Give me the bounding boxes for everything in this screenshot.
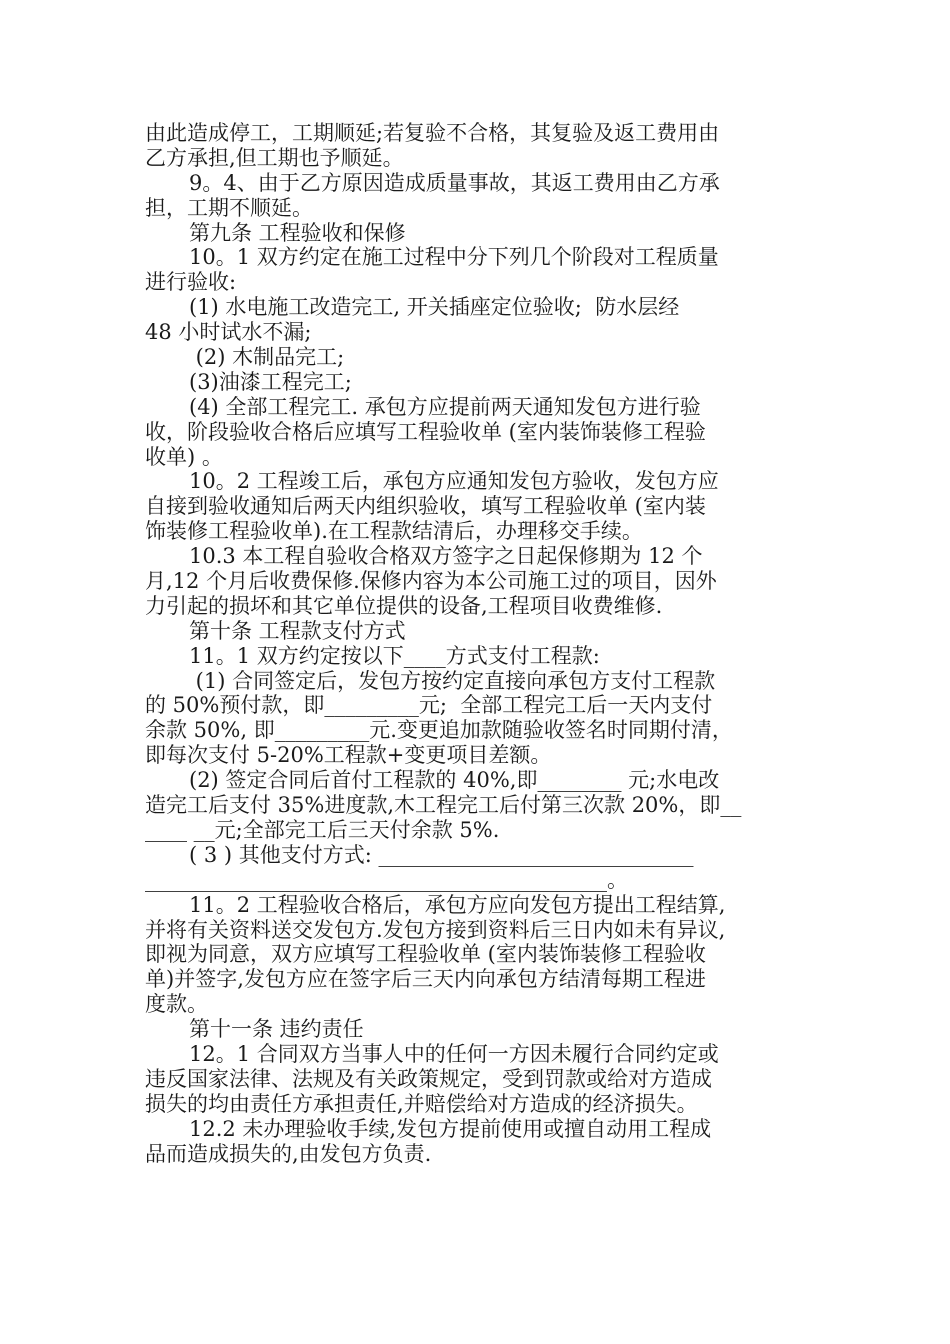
- text-line: ____ __元;全部完工后三天付余款 5%.: [145, 817, 500, 842]
- text-line: 48 小时试水不漏;: [145, 320, 312, 345]
- text-line: 违反国家法律、法规及有关政策规定，受到罚款或给对方造成: [145, 1066, 712, 1091]
- text-line: 第十一条 违约责任: [189, 1017, 364, 1042]
- text-line: (4) 全部工程完工. 承包方应提前两天通知发包方进行验: [189, 394, 701, 419]
- text-line: 即每次支付 5-20%工程款+变更项目差额。: [145, 743, 552, 768]
- text-line: 饰装修工程验收单).在工程款结清后，办理移交手续。: [145, 519, 643, 544]
- text-line: 的 50%预付款，即_________元; 全部工程完工后一天内支付: [145, 693, 713, 718]
- text-line: (2) 木制品完工;: [189, 345, 345, 370]
- text-line: 进行验收:: [145, 270, 237, 295]
- text-line: 力引起的损坏和其它单位提供的设备,工程项目收费维修.: [145, 593, 663, 618]
- text-line: ( 3 ) 其他支付方式: ______________________________: [189, 842, 694, 867]
- text-line: 10.3 本工程自验收合格双方签字之日起保修期为 12 个: [189, 544, 703, 569]
- text-line: 由此造成停工，工期顺延;若复验不合格，其复验及返工费用由: [145, 121, 720, 145]
- text-line: 10。2 工程竣工后，承包方应通知发包方验收，发包方应: [189, 469, 719, 494]
- text-line: 自接到验收通知后两天内组织验收，填写工程验收单 (室内装: [145, 494, 706, 519]
- text-line: 单)并签字,发包方应在签字后三天内向承包方结清每期工程进: [145, 967, 706, 992]
- text-line: 损失的均由责任方承担责任,并赔偿给对方造成的经济损失。: [145, 1091, 698, 1116]
- text-line: 11。2 工程验收合格后，承包方应向发包方提出工程结算,: [189, 892, 726, 917]
- text-line: 并将有关资料送交发包方.发包方接到资料后三日内如未有异议,: [145, 917, 726, 942]
- text-line: 12.2 未办理验收手续,发包方提前使用或擅自动用工程成: [189, 1116, 712, 1141]
- text-line: (1) 合同签定后，发包方按约定直接向承包方支付工程款: [189, 668, 716, 693]
- text-line: 9。4、由于乙方原因造成质量事故，其返工费用由乙方承: [189, 170, 720, 195]
- text-line: 10。1 双方约定在施工过程中分下列几个阶段对工程质量: [189, 245, 719, 270]
- text-line: 12。1 合同双方当事人中的任何一方因未履行合同约定或: [189, 1041, 719, 1066]
- text-line: 度款。: [145, 992, 208, 1017]
- text-line: 第十条 工程款支付方式: [189, 618, 406, 643]
- text-line: (2) 签定合同后首付工程款的 40%,即________ 元;水电改: [189, 768, 720, 793]
- text-line: 即视为同意，双方应填写工程验收单 (室内装饰装修工程验收: [145, 942, 706, 967]
- text-line: 第九条 工程验收和保修: [189, 220, 406, 245]
- text-line: 11。1 双方约定按以下____方式支付工程款:: [189, 643, 600, 668]
- text-line: 月,12 个月后收费保修.保修内容为本公司施工过的项目，因外: [145, 569, 717, 594]
- text-line: 收，阶段验收合格后应填写工程验收单 (室内装饰装修工程验: [145, 419, 706, 444]
- text-line: 收单) 。: [145, 444, 223, 469]
- document-page: [145, 121, 805, 1166]
- text-line: 担，工期不顺延。: [145, 195, 313, 220]
- text-line: 品而造成损失的,由发包方负责.: [145, 1141, 432, 1166]
- text-line: (1) 水电施工改造完工, 开关插座定位验收; 防水层经: [189, 295, 680, 320]
- text-line: (3)油漆工程完工;: [189, 369, 352, 394]
- text-line: 余款 50%, 即_________元.变更追加款随验收签名时同期付清，: [145, 718, 733, 743]
- text-line: ____________________________________________。: [145, 867, 628, 892]
- text-line: 造完工后支付 35%进度款,木工程完工后付第三次款 20%，即__: [145, 793, 742, 818]
- text-line: 乙方承担,但工期也予顺延。: [145, 145, 404, 170]
